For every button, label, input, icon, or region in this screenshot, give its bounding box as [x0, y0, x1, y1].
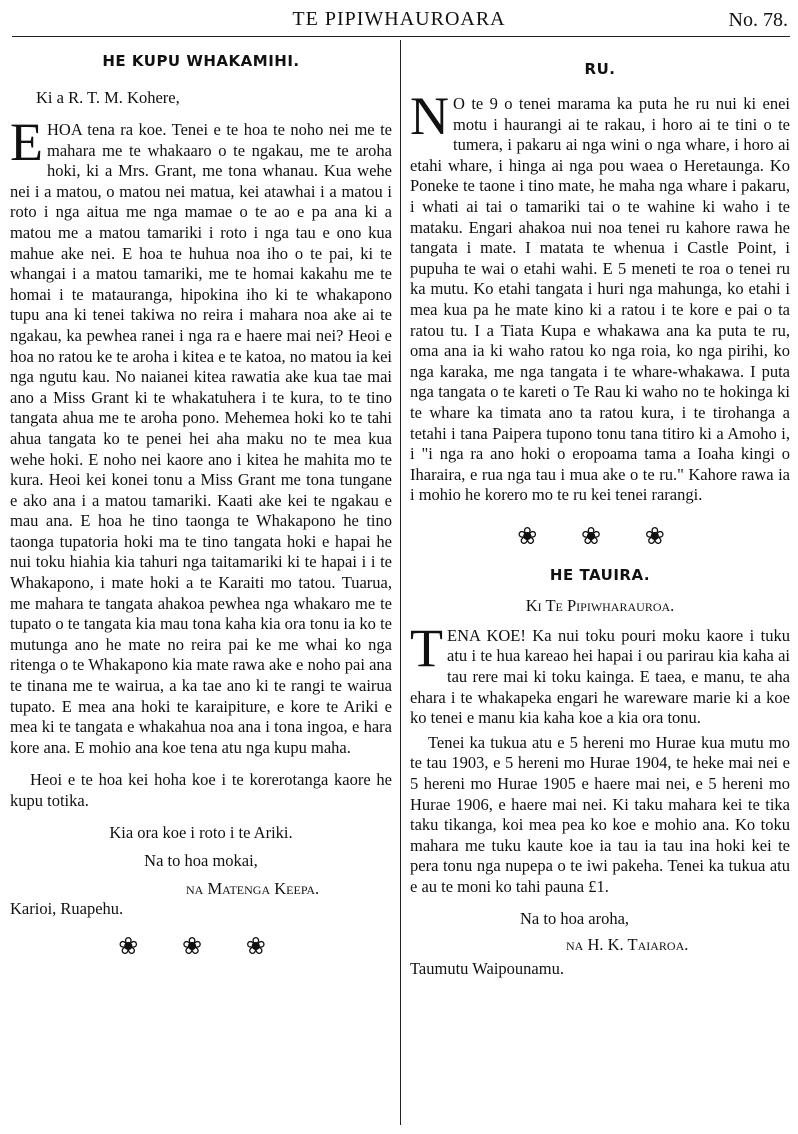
- drop-cap: N: [410, 86, 449, 146]
- place-name: Karioi, Ruapehu.: [10, 898, 124, 918]
- closing-line: Na to hoa mokai,: [144, 850, 258, 870]
- flower-ornament-icon: ❀: [118, 931, 157, 960]
- article-heading: RU.: [584, 60, 616, 78]
- article-body: [410, 86, 790, 506]
- salutation: [36, 88, 392, 108]
- ornament-row: [10, 932, 392, 960]
- article-heading: HE KUPU WHAKAMIHI.: [102, 52, 300, 70]
- flower-ornament-icon: ❀: [580, 521, 620, 550]
- drop-cap: E: [10, 112, 43, 172]
- column-divider: [400, 40, 401, 1125]
- salutation-text: Ki a R. T. M. Kohere,: [36, 88, 180, 107]
- issue-number: No. 78.: [728, 9, 788, 31]
- ornament-row: [410, 522, 790, 550]
- paragraph: ENA KOE! Ka nui toku pouri moku kaore i tuku atu i te hua kareao hei hapai i ou parirau kia kaha ai tau rere mai ki toku kainga. E taea, e manu, te aha ehara i te whakapeka engari he wareware marie ki a koe ko tenei e manu kia kaha koe a kia ora tonu.: [410, 625, 790, 728]
- salutation: Ki Te Pipiwharauroa.: [525, 595, 675, 615]
- closing-line: Kia ora koe i roto i te Ariki.: [109, 822, 293, 842]
- signature: na H. K. Taiaroa.: [566, 934, 689, 954]
- article-body: [410, 617, 790, 729]
- newspaper-title: TE PIPIWHAUROARA: [292, 8, 506, 30]
- flower-ornament-icon: ❀: [517, 521, 556, 550]
- right-column: [410, 52, 790, 980]
- paragraph: O te 9 o tenei marama ka puta he ru nui ki enei motu i haurangi ai te rakau, i horo ai te tini o te tumera, i pakaru ai nga wini o nga whare, i horo ai etahi whare, i hinga ai nga pou waea o Heretaunga. Ko Poneke te taone i tino mate, he maha nga whare i pakaru, i whati ai tai o tamariki tai o te wahine ki waho i te mataku. Engari ahakoa nui noa tenei ru kahore rawa he tangata i mate. I matata te whenua i Castle Point, i pupuha te wai o etahi wahi. E 5 meneti te roa o tenei ru ka mutu. Ko etahi tangata i huri nga mahunga, ko etahi i mea kua pa he mate kino ki a ratou i te kore e pai o ta ratou tu. I a Tiata Kupa e whakawa ana ka puta te ru, oma ana ia ki waho ratou ko nga roia, ko nga pirihi, ko nga karaka, me nga tangata i te whare-whakawa. I puta nga tangata o te kareti o Te Rau ki waho no te hokinga ki te whare ka timata ano ta ratou kura, i te tirohanga a tetahi i tana Paipera tupono tonu tana titiro ki a Amoho i, i "i nga ra ano hoki o eropoama tama a Ioaha kingi o Iharaira, e rua nga tau i mua ake o te ru." Kahore rawa ia i mohio he korero mo te ru kei tenei rarangi.: [410, 94, 790, 505]
- article-heading: HE TAUIRA.: [549, 565, 651, 584]
- flower-ornament-icon: ❀: [644, 521, 683, 550]
- page-header: [0, 0, 798, 42]
- paragraph: Heoi e te hoa kei hoha koe i te korerotanga kaore he kupu totika.: [10, 770, 392, 810]
- drop-cap: T: [410, 617, 443, 678]
- place-name: Taumutu Waipounamu.: [410, 958, 564, 978]
- article-body: [10, 112, 392, 758]
- closing-line: Na to hoa aroha,: [520, 908, 630, 928]
- paragraph: Tenei ka tukua atu e 5 hereni mo Hurae kua mutu mo te tau 1903, e 5 hereni mo Hurae 1904, te heke mai nei e 5 hereni mo Hurae 1905 e haere mai nei, e 5 hereni mo Hurae 1906, e haere mai nei. Ki taku mahara kei te tika taku tikanga, koi mea pea ko koe e mohio ana. Ko toku mahara me tuku kaute koe ia tau ia tau ina hoki kei te pera tonu nga nupepa o te iwi pakeha. Tenei ka tukua atu e au te moni ko tahi pauna £1.: [410, 732, 790, 896]
- flower-ornament-icon: ❀: [245, 931, 284, 960]
- signature: na Matenga Keepa.: [186, 878, 320, 898]
- left-column: [10, 52, 392, 960]
- header-rule: [12, 36, 790, 37]
- paragraph: HOA tena ra koe. Tenei e te hoa te noho nei me te mahara me te whakaaro o te ngakau, me te aroha hoki, ki a Mrs. Grant, me tona whanau. Kua wehe nei i a matou, o matou nei matua, kei atawhai i a matou i roto i nga aitua me nga mamae o te ao e pa ana ki a matou me a matou tamariki i roto i nga tau e ono kua mahue ake nei. E hoa te huhua noa iho o te pai, ki te whangai i a matou tamariki, me te homai kakahu me te homai i te matauranga, hipokina iho ki te whakapono tupu ana ki tenei takiwa no reira i mahara noa ake ai te ngakau, ka pewhea ranei i nga ra e haere mai nei? Heoi e hoa no ratou ke te aroha i kitea e te katoa, no matou ia kei nga ngutu kau. No naianei kitea rawatia ake kua tae mai ano a Miss Grant ki te whakatuhera i te kura, to te tino tangata ahua me te aroha pono. Mehemea hoki ko te tahi ahua tangata ko te penei hei aha maku no te mea kua wehe hoki. E noho nei kaore ano i kitea he mahita mo te kura. Heoi kei konei tonu a Miss Grant me tona tungane e ako ana i a matou tamariki. Kaati ake kei te ngakau e mau ana. E hoa he tino taonga te Whakapono he tino taonga tupatoria hoki ma te tino tangata hoki e hapai he nui toku hiahia kia tahuri nga taitamariki ki te hapai i i te Whakapono, i mate hoki a te Karaiti mo tatou. Tuarua, me mahara te tangata ahakoa pewhea nga whakaro me te tupato o te tangata kia mau tona kaha kia ora tonu ia ko te mutunga ano he mate no reira pai ke me whai ko nga ritenga o te Whakapono kia mate rawa ake e noho pai ana te tinana me te wairua, a ka tae ano ki te rangi te wairua tupato. E mea ana hoki te karaipiture, e kore te Ariki e mea ki te tangata e whakahua noa ana i tona ingoa, e hara kore ana. E mohio ana koe tena atu nga kupu maha.: [10, 120, 392, 757]
- flower-ornament-icon: ❀: [181, 931, 221, 960]
